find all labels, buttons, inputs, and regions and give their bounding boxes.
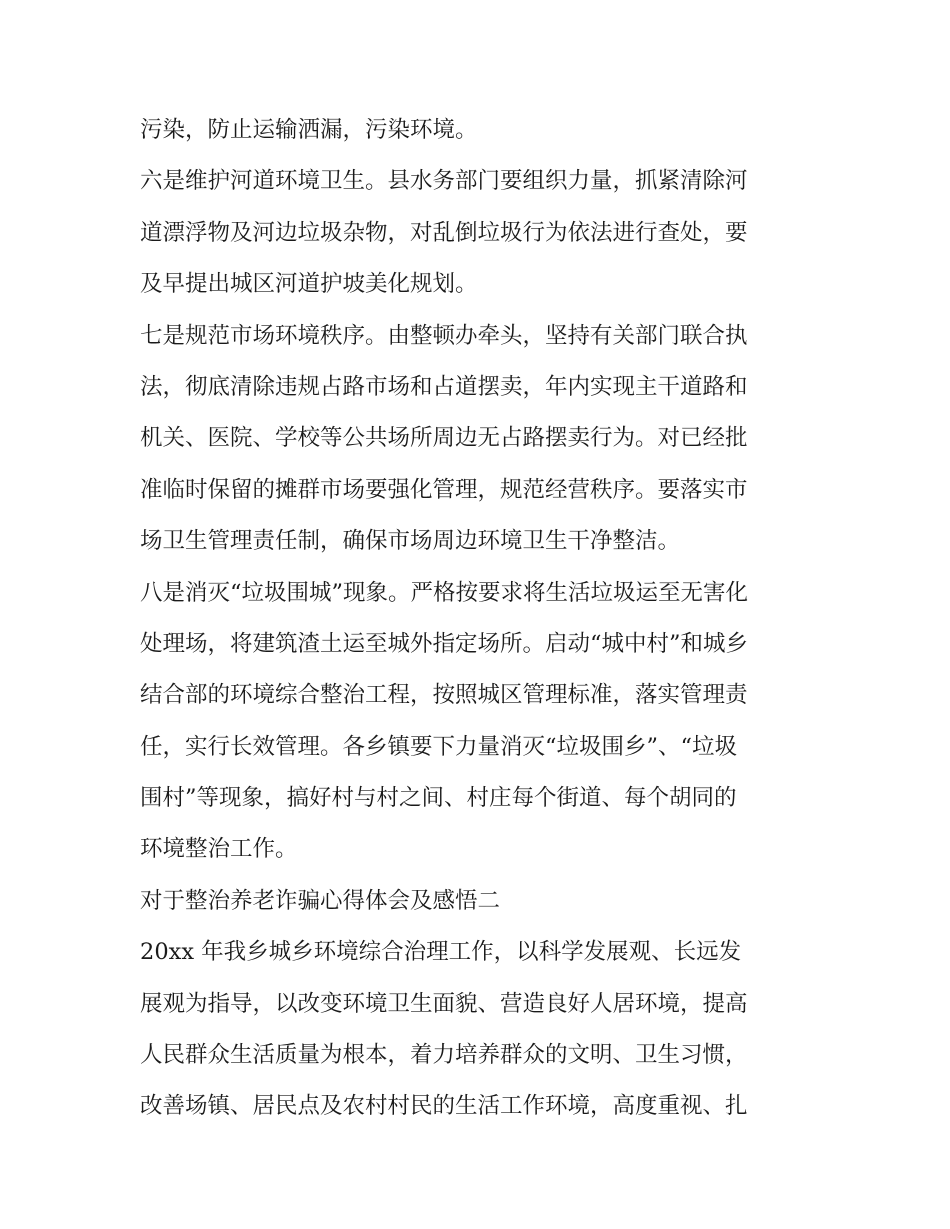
text-line: 七是规范市场环境秩序。由整顿办牵头，坚持有关部门联合执 [140,322,748,349]
text-line: 人民群众生活质量为根本，着力培养群众的文明、卫生习惯， [140,1042,748,1069]
text-line: 任，实行长效管理。各乡镇要下力量消灭“垃圾围乡”、“垃圾 [140,733,738,760]
text-line: 道漂浮物及河边垃圾杂物，对乱倒垃圾行为依法进行查处，要 [140,219,748,246]
text-line: 及早提出城区河道护坡美化规划。 [140,271,478,298]
text-line: 六是维护河道环境卫生。县水务部门要组织力量，抓紧清除河 [140,168,748,195]
text-line: 环境整治工作。 [140,836,298,863]
text-line: 20xx 年我乡城乡环境综合治理工作，以科学发展观、长远发 [140,939,742,966]
text-line: 法，彻底清除违规占路市场和占道摆卖，年内实现主干道路和 [140,373,748,400]
text-line: 机关、医院、学校等公共场所周边无占路摆卖行为。对已经批 [140,425,748,452]
text-line: 围村”等现象，搞好村与村之间、村庄每个街道、每个胡同的 [140,785,737,812]
text-line: 处理场，将建筑渣土运至城外指定场所。启动“城中村”和城乡 [140,630,749,657]
text-line: 结合部的环境综合整治工程，按照城区管理标准，落实管理责 [140,682,748,709]
text-line: 展观为指导，以改变环境卫生面貌、营造良好人居环境，提高 [140,990,748,1017]
section-heading: 对于整治养老诈骗心得体会及感悟二 [140,887,501,914]
text-line: 准临时保留的摊群市场要强化管理，规范经营秩序。要落实市 [140,476,748,503]
text-line: 八是消灭“垃圾围城”现象。严格按要求将生活垃圾运至无害化 [140,579,749,606]
text-line: 场卫生管理责任制，确保市场周边环境卫生干净整洁。 [140,528,681,555]
body-text [140,110,820,1138]
text-line: 改善场镇、居民点及农村村民的生活工作环境，高度重视、扎 [140,1093,748,1120]
text-line: 污染，防止运输洒漏，污染环境。 [140,117,478,143]
